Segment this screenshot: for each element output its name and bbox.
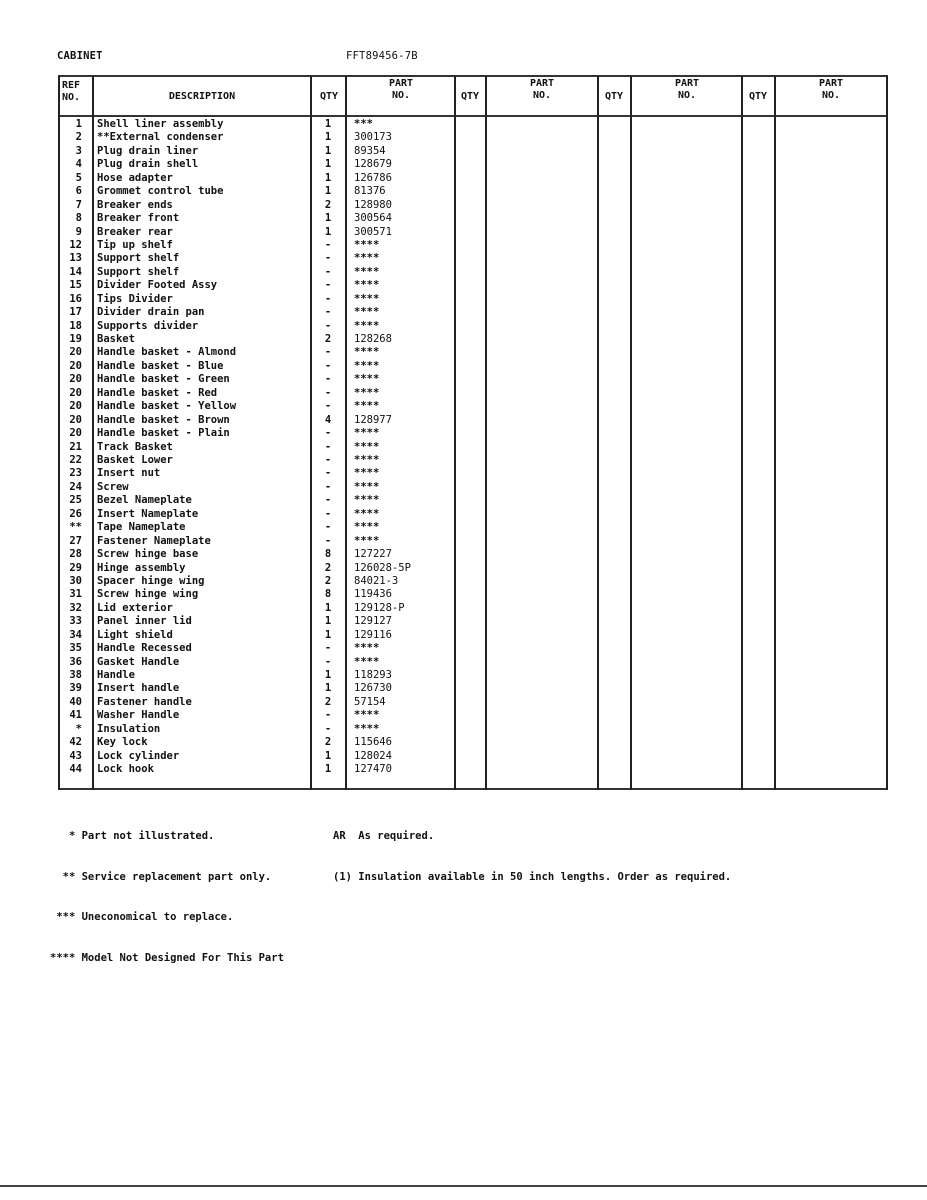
ref-no: 8: [75, 212, 82, 225]
description: Plug drain liner: [97, 144, 199, 157]
table-row: [0, 696, 927, 709]
description: Tape Nameplate: [97, 521, 186, 534]
table-row: [0, 441, 927, 454]
legend-right: [333, 803, 731, 898]
part-number: 129116: [354, 628, 392, 641]
description: Handle: [97, 669, 135, 682]
description: Tips Divider: [97, 292, 173, 305]
description: Support shelf: [97, 252, 180, 265]
quantity: 1: [324, 171, 332, 184]
quantity: -: [324, 386, 332, 399]
description: Handle basket - Blue: [97, 359, 224, 372]
ref-no: 44: [69, 763, 82, 776]
quantity: 1: [324, 131, 332, 144]
table-row: [0, 481, 927, 494]
ref-no: 1: [75, 118, 82, 130]
part-number: 128980: [354, 198, 392, 211]
description: Breaker rear: [97, 225, 173, 238]
quantity: -: [324, 655, 332, 668]
ref-no: 9: [75, 225, 82, 238]
quantity: -: [324, 238, 332, 251]
ref-no: 25: [69, 494, 82, 507]
part-number: 115646: [354, 736, 392, 749]
ref-no: 24: [69, 480, 82, 493]
description: Shell liner assembly: [97, 118, 224, 130]
part-number: ****: [354, 373, 380, 386]
part-number: 57154: [354, 695, 386, 708]
description: Bezel Nameplate: [97, 494, 192, 507]
part-number: ****: [354, 454, 380, 466]
header-part-line2: NO.: [391, 90, 411, 101]
table-row: [0, 494, 927, 507]
part-number: ***: [354, 118, 373, 130]
description: Lock cylinder: [97, 749, 180, 762]
quantity: -: [324, 346, 332, 359]
legend-item: AR As required.: [333, 830, 435, 842]
quantity: -: [324, 480, 332, 493]
ref-no: 40: [69, 695, 82, 708]
ref-no: 13: [69, 252, 82, 265]
header-part-line1: PART: [388, 78, 414, 89]
description: **External condenser: [97, 131, 224, 144]
ref-no: 5: [75, 171, 82, 184]
table-row: [0, 763, 927, 776]
quantity: 1: [324, 144, 332, 157]
table-row: [0, 185, 927, 198]
quantity: -: [324, 454, 332, 466]
quantity: 1: [324, 225, 332, 238]
table-row: [0, 172, 927, 185]
description: Screw hinge wing: [97, 588, 199, 601]
ref-no: 38: [69, 669, 82, 682]
table-row: [0, 656, 927, 669]
table-row: [0, 709, 927, 722]
header-qty-4: QTY: [748, 91, 768, 102]
table-row: [0, 306, 927, 319]
quantity: 2: [324, 198, 332, 211]
table-row: [0, 279, 927, 292]
quantity: 1: [324, 749, 332, 762]
table-row: [0, 467, 927, 480]
header-part-3: [632, 78, 742, 102]
part-number: ****: [354, 722, 380, 735]
part-number: ****: [354, 521, 380, 534]
ref-no: 26: [69, 507, 82, 520]
quantity: 8: [324, 588, 332, 601]
table-row: [0, 320, 927, 333]
quantity: -: [324, 319, 332, 332]
table-row: [0, 239, 927, 252]
part-number: ****: [354, 238, 380, 251]
ref-no: 20: [69, 373, 82, 386]
ref-no: 16: [69, 292, 82, 305]
quantity: 1: [324, 118, 332, 130]
ref-no: 35: [69, 642, 82, 655]
ref-no: 28: [69, 548, 82, 561]
table-row: [0, 750, 927, 763]
table-row: [0, 400, 927, 413]
quantity: 2: [324, 561, 332, 574]
description: Insert handle: [97, 682, 180, 695]
description: Panel inner lid: [97, 615, 192, 628]
ref-no: 20: [69, 346, 82, 359]
part-number: 300173: [354, 131, 392, 144]
ref-no: 7: [75, 198, 82, 211]
header-ref: [62, 80, 80, 104]
table-row: [0, 736, 927, 749]
part-number: ****: [354, 400, 380, 413]
description: Insert nut: [97, 467, 161, 480]
quantity: -: [324, 507, 332, 520]
ref-no: 3: [75, 144, 82, 157]
part-number: ****: [354, 292, 380, 305]
table-row: [0, 346, 927, 359]
quantity: -: [324, 722, 332, 735]
table-row: [0, 427, 927, 440]
description: Grommet control tube: [97, 185, 224, 198]
table-row: [0, 387, 927, 400]
part-number: 129128-P: [354, 601, 405, 614]
quantity: 1: [324, 763, 332, 776]
table-row: [0, 333, 927, 346]
ref-no: 20: [69, 427, 82, 440]
table-row: [0, 226, 927, 239]
legend-item: * Part not illustrated.: [50, 830, 215, 842]
part-number: ****: [354, 507, 380, 520]
quantity: 2: [324, 574, 332, 587]
table-row: [0, 642, 927, 655]
header-qty-2: QTY: [460, 91, 480, 102]
table-row: [0, 602, 927, 615]
ref-no: 31: [69, 588, 82, 601]
ref-no: 12: [69, 238, 82, 251]
table-row: [0, 266, 927, 279]
quantity: -: [324, 427, 332, 440]
table-row: [0, 575, 927, 588]
part-number: 118293: [354, 669, 392, 682]
description: Handle basket - Plain: [97, 427, 230, 440]
description: Handle basket - Almond: [97, 346, 237, 359]
description: Divider Footed Assy: [97, 279, 218, 292]
ref-no: 6: [75, 185, 82, 198]
header-part-line1: PART: [529, 78, 555, 89]
part-number: ****: [354, 709, 380, 722]
quantity: 1: [324, 212, 332, 225]
quantity: 1: [324, 185, 332, 198]
quantity: -: [324, 709, 332, 722]
description: Handle basket - Green: [97, 373, 230, 386]
table-row: [0, 293, 927, 306]
table-row: [0, 414, 927, 427]
part-number: 128268: [354, 333, 392, 346]
table-row: [0, 521, 927, 534]
description: Light shield: [97, 628, 173, 641]
part-number: ****: [354, 494, 380, 507]
ref-no: 20: [69, 413, 82, 426]
description: Divider drain pan: [97, 306, 205, 319]
header-part-line2: NO.: [677, 90, 697, 101]
table-row: [0, 629, 927, 642]
table-row: [0, 360, 927, 373]
ref-no: 32: [69, 601, 82, 614]
quantity: 2: [324, 695, 332, 708]
page-bottom-line: [0, 1185, 927, 1187]
description: Hose adapter: [97, 171, 173, 184]
description: Breaker front: [97, 212, 180, 225]
table-row: [0, 373, 927, 386]
table-bottom-line: [58, 788, 888, 790]
description: Lid exterior: [97, 601, 173, 614]
ref-no: 17: [69, 306, 82, 319]
description: Breaker ends: [97, 198, 173, 211]
legend-item: *** Uneconomical to replace.: [50, 911, 234, 923]
description: Insert Nameplate: [97, 507, 199, 520]
table-row: [0, 562, 927, 575]
description: Lock hook: [97, 763, 154, 776]
ref-no: 23: [69, 467, 82, 480]
header-description: DESCRIPTION: [168, 91, 236, 102]
quantity: -: [324, 279, 332, 292]
legend-item: (1) Insulation available in 50 inch lengths. Order as required.: [333, 870, 732, 883]
ref-no: **: [69, 521, 82, 534]
quantity: 1: [324, 615, 332, 628]
quantity: -: [324, 534, 332, 547]
legend-item: **** Model Not Designed For This Part: [50, 951, 284, 964]
part-number: 128679: [354, 158, 392, 171]
table-row: [0, 669, 927, 682]
ref-no: 29: [69, 561, 82, 574]
ref-no: 22: [69, 454, 82, 466]
header-bottom-line: [58, 115, 888, 117]
table-row: [0, 199, 927, 212]
ref-no: 21: [69, 440, 82, 453]
table-row: [0, 508, 927, 521]
quantity: 1: [324, 158, 332, 171]
part-number: 128024: [354, 749, 392, 762]
legend-left: [50, 803, 284, 979]
part-number: 89354: [354, 144, 386, 157]
ref-no: 2: [75, 131, 82, 144]
table-row: [0, 723, 927, 736]
part-number: 128977: [354, 413, 392, 426]
part-number: 300571: [354, 225, 392, 238]
quantity: -: [324, 292, 332, 305]
quantity: -: [324, 359, 332, 372]
ref-no: 14: [69, 265, 82, 278]
table-row: [0, 252, 927, 265]
table-row: [0, 131, 927, 144]
header-part-2: [487, 78, 597, 102]
part-number: 126028-5P: [354, 561, 411, 574]
header-qty-3: QTY: [604, 91, 624, 102]
part-number: ****: [354, 306, 380, 319]
ref-no: 30: [69, 574, 82, 587]
part-number: ****: [354, 386, 380, 399]
quantity: -: [324, 265, 332, 278]
description: Insulation: [97, 722, 161, 735]
description: Handle Recessed: [97, 642, 192, 655]
header-part-line1: PART: [818, 78, 844, 89]
ref-no: 19: [69, 333, 82, 346]
header-part-line1: PART: [674, 78, 700, 89]
ref-no: 39: [69, 682, 82, 695]
description: Basket: [97, 333, 135, 346]
description: Plug drain shell: [97, 158, 199, 171]
part-number: 126786: [354, 171, 392, 184]
part-number: ****: [354, 480, 380, 493]
header-qty-1: QTY: [319, 91, 339, 102]
part-number: ****: [354, 265, 380, 278]
table-top-line: [58, 75, 888, 77]
description: Support shelf: [97, 265, 180, 278]
quantity: 1: [324, 682, 332, 695]
part-number: ****: [354, 279, 380, 292]
part-number: 127227: [354, 548, 392, 561]
quantity: 2: [324, 333, 332, 346]
quantity: -: [324, 252, 332, 265]
ref-no: 41: [69, 709, 82, 722]
header-part-line2: NO.: [821, 90, 841, 101]
header-part-line2: NO.: [532, 90, 552, 101]
quantity: -: [324, 400, 332, 413]
table-row: [0, 682, 927, 695]
part-number: 126730: [354, 682, 392, 695]
part-number: ****: [354, 440, 380, 453]
part-number: ****: [354, 467, 380, 480]
model-number: FFT89456-7B: [346, 50, 418, 62]
description: Screw hinge base: [97, 548, 199, 561]
header-part-1: [347, 78, 455, 102]
description: Fastener Nameplate: [97, 534, 211, 547]
description: Supports divider: [97, 319, 199, 332]
part-number: 300564: [354, 212, 392, 225]
ref-no: 43: [69, 749, 82, 762]
description: Hinge assembly: [97, 561, 186, 574]
quantity: -: [324, 521, 332, 534]
quantity: 4: [324, 413, 332, 426]
description: Handle basket - Red: [97, 386, 218, 399]
ref-no: 36: [69, 655, 82, 668]
part-number: ****: [354, 427, 380, 440]
table-row: [0, 212, 927, 225]
ref-no: 34: [69, 628, 82, 641]
ref-no: 15: [69, 279, 82, 292]
description: Fastener handle: [97, 695, 192, 708]
description: Key lock: [97, 736, 148, 749]
ref-no: 42: [69, 736, 82, 749]
ref-no: 27: [69, 534, 82, 547]
ref-no: 20: [69, 400, 82, 413]
quantity: -: [324, 306, 332, 319]
quantity: 1: [324, 669, 332, 682]
description: Basket Lower: [97, 454, 173, 466]
ref-no: 33: [69, 615, 82, 628]
quantity: -: [324, 467, 332, 480]
description: Gasket Handle: [97, 655, 180, 668]
part-number: ****: [354, 642, 380, 655]
ref-no: *: [75, 722, 82, 735]
part-number: ****: [354, 252, 380, 265]
quantity: 2: [324, 736, 332, 749]
table-row: [0, 588, 927, 601]
description: Track Basket: [97, 440, 173, 453]
part-number: ****: [354, 346, 380, 359]
table-row: [0, 454, 927, 467]
part-number: ****: [354, 359, 380, 372]
header-part-4: [776, 78, 886, 102]
header-ref-line1: REF: [62, 80, 81, 91]
description: Washer Handle: [97, 709, 180, 722]
ref-no: 20: [69, 386, 82, 399]
description: Handle basket - Brown: [97, 413, 230, 426]
ref-no: 4: [75, 158, 82, 171]
table-row: [0, 535, 927, 548]
table-row: [0, 118, 927, 131]
ref-no: 18: [69, 319, 82, 332]
quantity: 8: [324, 548, 332, 561]
part-number: ****: [354, 655, 380, 668]
table-row: [0, 615, 927, 628]
quantity: -: [324, 494, 332, 507]
part-number: ****: [354, 319, 380, 332]
part-number: 81376: [354, 185, 386, 198]
quantity: -: [324, 373, 332, 386]
description: Spacer hinge wing: [97, 574, 205, 587]
part-number: 119436: [354, 588, 392, 601]
part-number: ****: [354, 534, 380, 547]
part-number: 127470: [354, 763, 392, 776]
section-title: CABINET: [57, 50, 103, 62]
header-ref-line2: NO.: [62, 92, 81, 103]
description: Screw: [97, 480, 129, 493]
description: Handle basket - Yellow: [97, 400, 237, 413]
part-number: 129127: [354, 615, 392, 628]
legend-item: ** Service replacement part only.: [50, 870, 272, 883]
quantity: 1: [324, 601, 332, 614]
table-row: [0, 145, 927, 158]
description: Tip up shelf: [97, 238, 173, 251]
table-row: [0, 548, 927, 561]
part-number: 84021-3: [354, 574, 399, 587]
ref-no: 20: [69, 359, 82, 372]
table-row: [0, 158, 927, 171]
quantity: -: [324, 642, 332, 655]
quantity: 1: [324, 628, 332, 641]
quantity: -: [324, 440, 332, 453]
